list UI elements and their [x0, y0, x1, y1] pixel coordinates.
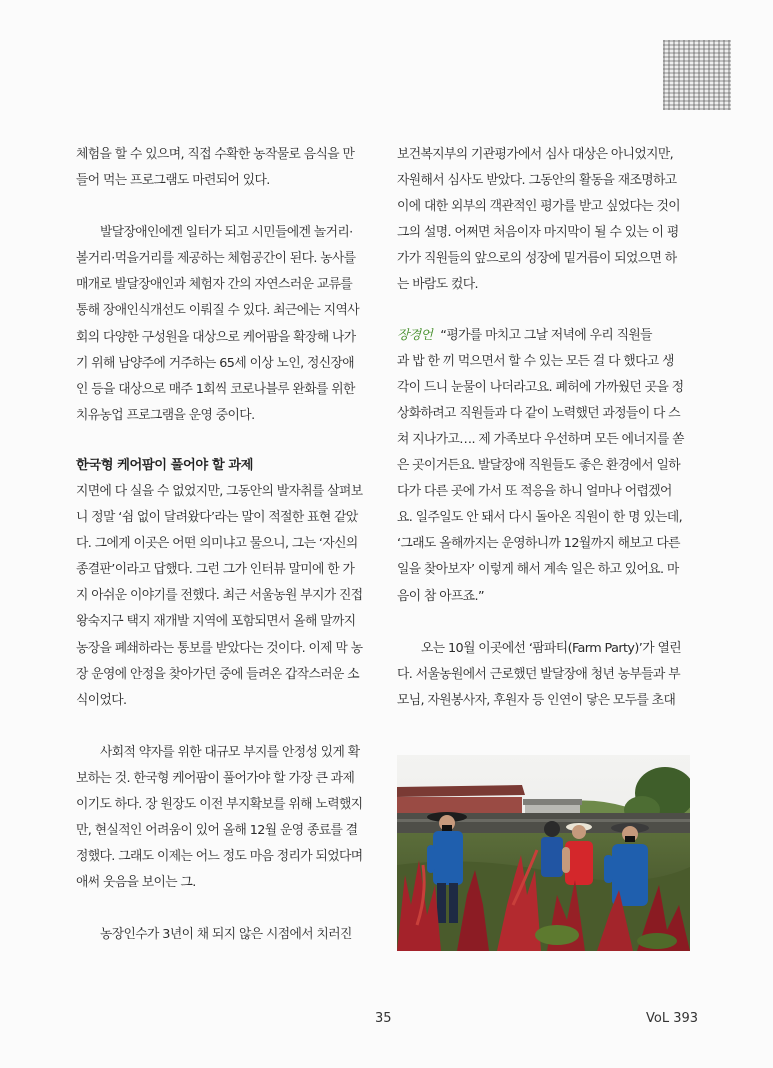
left-para4-line: 정했다. 그래도 이제는 어느 정도 마음 정리가 되었다며 — [76, 849, 363, 865]
right-para3-line: 모님, 자원봉사자, 후원자 등 인연이 닿은 모두를 초대 — [397, 692, 676, 708]
right-para1-line: 보건복지부의 기관평가에서 심사 대상은 아니었지만, — [397, 147, 674, 162]
quote-line: 요. 일주일도 안 돼서 다시 돌아온 직원이 한 명 있는데, — [397, 510, 683, 526]
left-para3-line: 지면에 다 실을 수 없었지만, 그동안의 발자취를 살펴보 — [76, 483, 363, 499]
left-para3-line: 지 아쉬운 이야기를 전했다. 최근 서울농원 부지가 진접 — [76, 588, 363, 604]
left-para3-line: 식이었다. — [76, 692, 127, 708]
volume-label: VoL 393 — [646, 1011, 699, 1026]
left-para3-line: 종결판’이라고 답했다. 그런 그가 인터뷰 말미에 한 가 — [76, 562, 355, 578]
left-para3-line: 장 운영에 안정을 찾아가던 중에 들려온 갑작스러운 소 — [76, 666, 360, 682]
quote-line: 다가 다른 곳에 가서 또 적응을 하니 얼마나 어렵겠어 — [397, 484, 672, 500]
right-para1-line: 가가 직원들의 앞으로의 성장에 밑거름이 되었으면 하 — [397, 251, 677, 267]
left-para3-line: 농장을 폐쇄하라는 통보를 받았다는 것이다. 이제 막 농 — [76, 640, 363, 656]
right-para3-line: 다. 서울농원에서 근로했던 발달장애 청년 농부들과 부 — [397, 666, 681, 682]
left-para4-line: 이기도 하다. 장 원장도 이전 부지확보를 위해 노력했지 — [76, 796, 363, 812]
left-para1-line: 체험을 할 수 있으며, 직접 수확한 농작물로 음식을 만 — [76, 147, 355, 162]
right-para1-line: 그의 설명. 어쩌면 처음이자 마지막이 될 수 있는 이 평 — [397, 225, 679, 241]
quote-line: 은 곳이거든요. 발달장애 직원들도 좋은 환경에서 일하 — [397, 458, 681, 474]
qr-code — [663, 40, 731, 110]
farm-workers-photo — [397, 755, 690, 951]
quote-line: 상화하려고 직원들과 다 같이 노력했던 과정들이 다 스 — [397, 405, 681, 421]
quote-line: ‘그래도 올해까지는 운영하니까 12월까지 해보고 다른 — [397, 536, 680, 552]
right-para3-line: 오는 10월 이곳에선 ‘팜파티(Farm Party)’가 열린 — [421, 640, 682, 656]
right-para1-line: 는 바람도 컸다. — [397, 277, 478, 293]
quote-line: 쳐 지나가고…. 제 가족보다 우선하며 모든 에너지를 쏟 — [397, 431, 684, 447]
right-para1-line: 자원해서 심사도 받았다. 그동안의 활동을 재조명하고 — [397, 173, 677, 189]
left-para2-line: 통해 장애인식개선도 이뤄질 수 있다. 최근에는 지역사 — [76, 303, 360, 319]
left-column — [76, 142, 370, 948]
quote-line: 음이 참 아프죠.” — [397, 588, 485, 604]
left-para4-line: 보하는 것. 한국형 케어팜이 풀어가야 할 가장 큰 과제 — [76, 770, 355, 786]
left-para2-line: 매개로 발달장애인과 체험자 간의 자연스러운 교류를 — [76, 277, 353, 293]
quote-line: 과 밥 한 끼 먹으면서 할 수 있는 모든 걸 다 했다고 생 — [397, 353, 674, 369]
left-para2-line: 볼거리·먹을거리를 제공하는 체험공간이 된다. 농사를 — [76, 251, 356, 267]
quote-line: 일을 찾아보자’ 이렇게 해서 계속 일은 하고 있어요. 마 — [397, 562, 679, 578]
left-para2-line: 인 등을 대상으로 매주 1회씩 코로나블루 완화를 위한 — [76, 381, 355, 397]
section-heading: 한국형 케어팜이 풀어야 할 과제 — [76, 457, 253, 473]
quote-first-line — [397, 323, 691, 349]
quote-line: 각이 드니 눈물이 나더라고요. 폐허에 가까웠던 곳을 정 — [397, 379, 684, 395]
left-para3-line: 왕숙지구 택지 재개발 지역에 포함되면서 올해 말까지 — [76, 614, 356, 630]
quote-opening: “평가를 마치고 그날 저녁에 우리 직원들 — [440, 327, 652, 343]
left-para5-line: 농장인수가 3년이 채 되지 않은 시점에서 치러진 — [100, 927, 352, 943]
speaker-name: 장경언 — [397, 327, 433, 343]
left-para4-line: 만, 현실적인 어려움이 있어 올해 12월 운영 종료를 결 — [76, 823, 358, 839]
right-column — [397, 142, 691, 714]
left-para1-line: 들어 먹는 프로그램도 마련되어 있다. — [76, 173, 270, 189]
left-para3-line: 니 정말 ‘쉼 없이 달려왔다’라는 말이 적절한 표현 같았 — [76, 510, 358, 526]
page-number: 35 — [375, 1011, 392, 1026]
left-para2-line: 치유농업 프로그램을 운영 중이다. — [76, 407, 255, 423]
left-para2-line: 발달장애인에겐 일터가 되고 시민들에겐 놀거리· — [100, 225, 353, 241]
right-para1-line: 이에 대한 외부의 객관적인 평가를 받고 싶었다는 것이 — [397, 199, 681, 215]
left-para2-line: 기 위해 남양주에 거주하는 65세 이상 노인, 정신장애 — [76, 355, 355, 371]
left-para4-line: 애써 웃음을 보이는 그. — [76, 875, 196, 891]
left-para2-line: 회의 다양한 구성원을 대상으로 케어팜을 확장해 나가 — [76, 329, 356, 345]
left-para4-line: 사회적 약자를 위한 대규모 부지를 안정성 있게 확 — [100, 744, 360, 760]
left-para3-line: 다. 그에게 이곳은 어떤 의미냐고 물으니, 그는 ‘자신의 — [76, 536, 358, 552]
